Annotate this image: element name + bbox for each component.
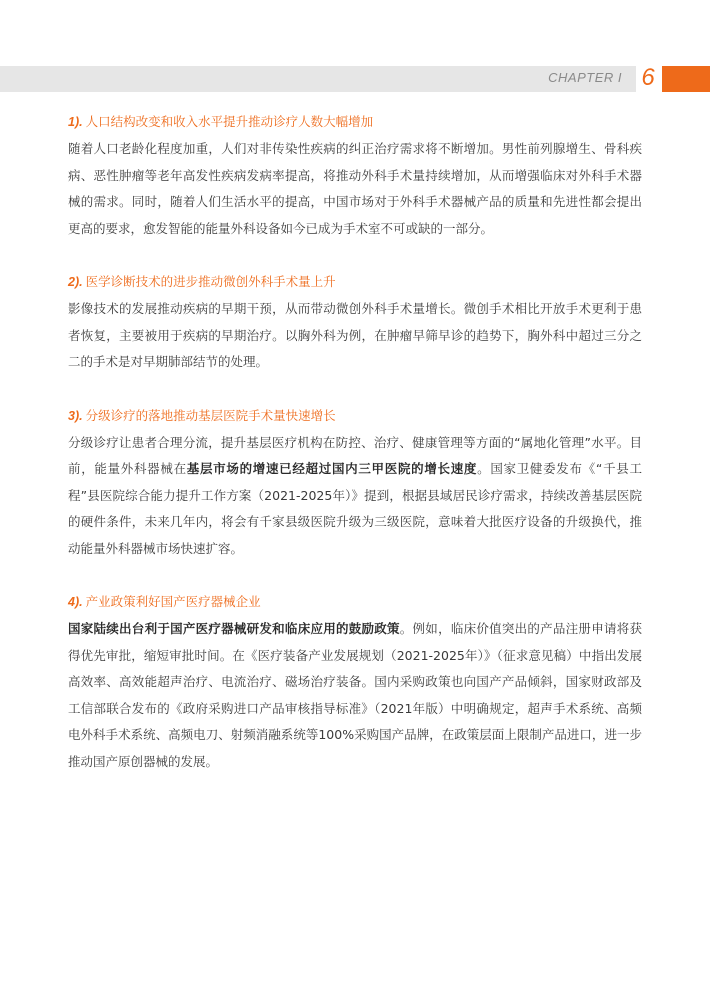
section-number: 2). <box>68 275 83 289</box>
body-text-after: 。例如，临床价值突出的产品注册申请将获得优先审批，缩短审批时间。在《医疗装备产业发展规划（2021-2025年）》（征求意见稿）中指出发展高效率、高效能超声治疗、电流治疗、磁场治疗装备。国内采购政策也向国产产品倾斜，国家财政部及工信部联合发布的《政府采购进口产品审核指导标准》（2021年版）中明确规定，超声手术系统、高频电外科手术系统、高频电刀、射频消融系统等100%采购国产品牌，在政策层面上限制产品进口，进一步推动国产原创器械的发展。 <box>68 621 642 769</box>
header-accent-block <box>662 66 710 92</box>
section-number: 3). <box>68 408 83 423</box>
body-text-emphasis: 国家陆续出台利于国产医疗器械研发和临床应用的鼓励政策 <box>68 621 400 636</box>
section-number: 1). <box>68 115 83 129</box>
body-text: 影像技术的发展推动疾病的早期干预，从而带动微创外科手术量增长。微创手术相比开放手术更利于患者恢复，主要被用于疾病的早期治疗。以胸外科为例，在肿瘤早筛早诊的趋势下，胸外科中超过三分之二的手术是对早期肺部结节的处理。 <box>68 301 642 369</box>
body-text-after: 。国家卫健委发布《“千县工程”县医院综合能力提升工作方案（2021-2025年）》提到，根据县域居民诊疗需求，持续改善基层医院的硬件条件，未来几年内，将会有千家县级医院升级为三级医院，意味着大批医疗设备的升级换代，推动能量外科器械市场快速扩容。 <box>68 461 642 556</box>
section-1 <box>68 108 642 242</box>
chapter-label: CHAPTER I <box>548 70 622 85</box>
section-body <box>68 296 642 376</box>
section-number: 4). <box>68 595 83 609</box>
section-body <box>68 136 642 242</box>
section-heading <box>68 268 642 296</box>
header-bar <box>0 66 636 92</box>
body-text-before: 分级诊疗让患者合理分流，提升基层医疗机构在防控、治疗、健康管理等方面的“属地化管理”水平。目前，能量外科器械在 <box>68 434 642 476</box>
section-body <box>68 616 642 775</box>
section-heading <box>68 108 642 136</box>
section-3 <box>68 402 642 563</box>
page-number: 6 <box>641 64 655 91</box>
section-title: 产业政策利好国产医疗器械企业 <box>85 594 261 609</box>
section-2 <box>68 268 642 376</box>
body-text: 随着人口老龄化程度加重，人们对非传染性疾病的纠正治疗需求将不断增加。男性前列腺增生、骨科疾病、恶性肿瘤等老年高发性疾病发病率提高，将推动外科手术量持续增加，从而增强临床对外科手术器械的需求。同时，随着人们生活水平的提高，中国市场对于外科手术器械产品的质量和先进性都会提出更高的要求，愈发智能的能量外科设备如今已成为手术室不可或缺的一部分。 <box>68 141 642 236</box>
section-title: 分级诊疗的落地推动基层医院手术量快速增长 <box>85 407 336 423</box>
section-title: 医学诊断技术的进步推动微创外科手术量上升 <box>85 274 336 289</box>
body-text-emphasis: 基层市场的增速已经超过国内三甲医院的增长速度 <box>186 461 478 476</box>
section-title: 人口结构改变和收入水平提升推动诊疗人数大幅增加 <box>85 114 374 129</box>
section-heading <box>68 402 642 430</box>
section-body <box>68 430 642 563</box>
section-4 <box>68 588 642 775</box>
document-content <box>68 108 642 801</box>
section-heading <box>68 588 642 616</box>
